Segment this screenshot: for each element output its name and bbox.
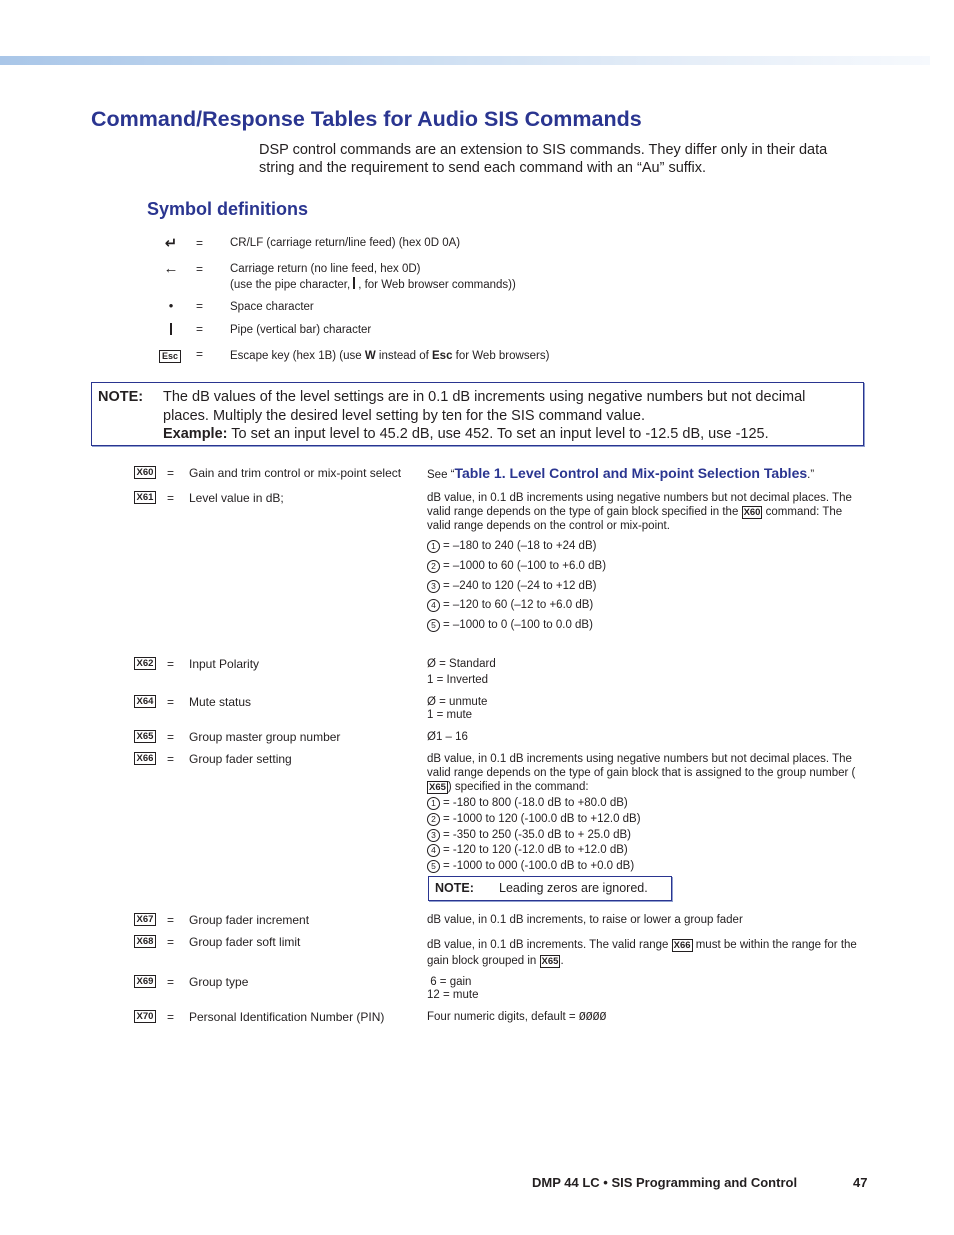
esc-text-c: for Web browsers) <box>452 350 550 362</box>
x68-desc-b: must be within the range for the gain block grouped in <box>427 939 857 967</box>
equals-sign: = <box>167 935 175 949</box>
x60-label: Gain and trim control or mix-point select <box>189 466 402 480</box>
x66-option-text: = -1000 to 120 (-100.0 dB to +12.0 dB) <box>443 813 641 825</box>
page-number: 47 <box>853 1175 868 1190</box>
note-box <box>91 382 864 446</box>
x61-option-text: = –1000 to 0 (–100 to 0.0 dB) <box>443 619 593 631</box>
note-example-label: Example: <box>163 426 228 442</box>
cr-definition-line2b: , for Web browser commands)) <box>358 279 516 291</box>
esc-key-symbol <box>155 347 185 363</box>
header-gradient-bar <box>0 56 930 65</box>
variable-x69-badge: X69 <box>134 975 156 988</box>
x61-option-text: = –240 to 120 (–24 to +12 dB) <box>443 580 597 592</box>
circled-number-icon: 3 <box>427 829 440 842</box>
note-body: The dB values of the level settings are in 0.1 dB increments using negative numbers but not decimal places. Multiply the desired level setting by ten for the SIS command value. <box>163 389 806 424</box>
cr-definition-line1: Carriage return (no line feed, hex 0D) <box>230 263 421 275</box>
note-example-text: To set an input level to 45.2 dB, use 452. To set an input level to -12.5 dB, use -125. <box>227 426 769 442</box>
circled-number-icon: 4 <box>427 844 440 857</box>
x61-desc-a: dB value, in 0.1 dB increments using negative numbers but not decimal places. The valid range depends on the type of gain block specified in the <box>427 492 852 518</box>
return-arrow-icon: ↵ <box>164 235 178 252</box>
circled-number-icon: 2 <box>427 560 440 573</box>
x66-option <box>427 843 628 857</box>
x64-value-2: 1 = mute <box>427 709 473 721</box>
cr-definition <box>230 261 516 293</box>
variable-x66-badge: X66 <box>134 752 156 765</box>
x68-description <box>427 937 857 969</box>
x62-value-2: 1 = Inverted <box>427 674 489 686</box>
equals-sign: = <box>196 236 204 250</box>
circled-number-icon: 5 <box>427 619 440 632</box>
x68-desc-a: dB value, in 0.1 dB increments. The valid range <box>427 939 672 951</box>
variable-x68-badge: X68 <box>134 935 156 948</box>
esc-w: W <box>364 350 376 362</box>
x61-option <box>427 618 593 632</box>
circled-number-icon: 5 <box>427 860 440 873</box>
note-text <box>163 388 853 444</box>
footer-title: DMP 44 LC • SIS Programming and Control <box>532 1175 798 1190</box>
x61-option <box>427 579 596 593</box>
equals-sign: = <box>196 299 204 313</box>
x61-option-text: = –1000 to 60 (–100 to +6.0 dB) <box>443 560 607 572</box>
circled-number-icon: 2 <box>427 813 440 826</box>
note-label: NOTE: <box>98 389 144 405</box>
circled-number-icon: 1 <box>427 797 440 810</box>
circled-number-icon: 1 <box>427 540 440 553</box>
variable-x65-badge: X65 <box>134 730 156 743</box>
x61-option-text: = –120 to 60 (–12 to +6.0 dB) <box>443 599 594 611</box>
small-note-text: Leading zeros are ignored. <box>499 881 648 895</box>
equals-sign: = <box>167 730 175 744</box>
x61-option-text: = –180 to 240 (–18 to +24 dB) <box>443 540 597 552</box>
x66-desc-a: dB value, in 0.1 dB increments using negative numbers but not decimal places. The valid range depends on the type of gain block that is assigned to the group number ( <box>427 753 856 779</box>
pipe-symbol <box>156 322 186 337</box>
x61-desc-b: command: The valid range depends on the control or mix-point. <box>427 506 843 532</box>
pipe-icon <box>353 277 355 289</box>
crlf-definition: CR/LF (carriage return/line feed) (hex 0D 0A) <box>230 237 461 249</box>
leading-zeros-note <box>428 876 672 901</box>
x66-desc-b: ) specified in the command: <box>447 781 589 793</box>
esc-key-icon: Esc <box>159 350 181 363</box>
variable-x70-badge: X70 <box>134 1010 156 1023</box>
circled-number-icon: 3 <box>427 580 440 593</box>
cr-definition-line2a: (use the pipe character, <box>230 279 351 291</box>
equals-sign: = <box>167 695 175 709</box>
x66-option-text: = -120 to 120 (-12.0 dB to +12.0 dB) <box>443 844 628 856</box>
equals-sign: = <box>167 913 175 927</box>
x66-option <box>427 859 634 873</box>
x70-label: Personal Identification Number (PIN) <box>189 1010 385 1024</box>
variable-x62-badge: X62 <box>134 657 156 670</box>
x60-description <box>427 466 867 482</box>
equals-sign: = <box>196 322 204 336</box>
pipe-icon <box>170 323 172 335</box>
x65-label: Group master group number <box>189 730 341 744</box>
x68-label: Group fader soft limit <box>189 935 301 949</box>
x66-option <box>427 812 641 826</box>
equals-sign: = <box>196 262 204 276</box>
esc-definition <box>230 348 549 364</box>
x65-ref-badge: X65 <box>541 956 559 967</box>
x66-label: Group fader setting <box>189 752 292 766</box>
x64-value-1: Ø = unmute <box>427 696 488 708</box>
equals-sign: = <box>167 975 175 989</box>
x65-value: Ø1 – 16 <box>427 731 468 743</box>
intro-paragraph: DSP control commands are an extension to SIS commands. They differ only in their data string and the requirement to send each command with an “Au” suffix. <box>259 142 828 176</box>
x62-label: Input Polarity <box>189 657 260 671</box>
esc-text-b: instead of <box>375 350 432 362</box>
space-definition: Space character <box>230 301 314 313</box>
variable-x64-badge: X64 <box>134 695 156 708</box>
x66-option-text: = -350 to 250 (-35.0 dB to + 25.0 dB) <box>443 829 631 841</box>
x60-ref-badge: X60 <box>743 507 761 518</box>
esc-bold: Esc <box>432 350 453 362</box>
x68-desc-c: . <box>560 955 564 967</box>
x60-see: See “ <box>427 469 455 481</box>
variable-x61-badge: X61 <box>134 491 156 504</box>
x70-default: ØØØØ <box>578 1011 607 1024</box>
x62-value-1: Ø = Standard <box>427 658 496 670</box>
x65-ref-badge: X65 <box>429 782 446 793</box>
pipe-definition: Pipe (vertical bar) character <box>230 324 372 336</box>
x60-end: .” <box>807 469 815 481</box>
x61-description <box>427 491 852 533</box>
x66-option <box>427 828 631 842</box>
x61-label: Level value in dB; <box>189 491 284 505</box>
x67-description: dB value, in 0.1 dB increments, to raise or lower a group fader <box>427 914 743 926</box>
x69-label: Group type <box>189 975 249 989</box>
equals-sign: = <box>167 657 175 671</box>
x69-value-2: 12 = mute <box>427 989 479 1001</box>
table1-link[interactable]: Table 1. Level Control and Mix-point Selection Tables <box>454 465 808 481</box>
symbols-heading: Symbol definitions <box>147 199 309 219</box>
x64-label: Mute status <box>189 695 252 709</box>
x66-option <box>427 796 628 810</box>
x66-option-text: = -1000 to 000 (-100.0 dB to +0.0 dB) <box>443 860 635 872</box>
small-note-label: NOTE: <box>435 881 474 895</box>
equals-sign: = <box>196 347 204 361</box>
x70-description <box>427 1010 867 1025</box>
x66-option-text: = -180 to 800 (-18.0 dB to +80.0 dB) <box>443 797 628 809</box>
x67-label: Group fader increment <box>189 913 310 927</box>
esc-text-a: Escape key (hex 1B) (use <box>230 350 365 362</box>
equals-sign: = <box>167 466 175 480</box>
equals-sign: = <box>167 1010 175 1024</box>
x66-description <box>427 752 859 794</box>
variable-x67-badge: X67 <box>134 913 156 926</box>
bullet-icon: • <box>168 298 174 313</box>
x66-ref-badge: X66 <box>673 940 691 951</box>
x69-value-1: 6 = gain <box>427 976 472 988</box>
x70-desc: Four numeric digits, default = <box>427 1011 579 1023</box>
x61-option <box>427 598 593 612</box>
circled-number-icon: 4 <box>427 599 440 612</box>
left-arrow-icon: ← <box>163 260 179 277</box>
x61-option <box>427 539 596 553</box>
x61-option <box>427 559 606 573</box>
equals-sign: = <box>167 491 175 505</box>
variable-x60-badge: X60 <box>134 466 156 479</box>
page-title: Command/Response Tables for Audio SIS Commands <box>91 107 642 131</box>
equals-sign: = <box>167 752 175 766</box>
